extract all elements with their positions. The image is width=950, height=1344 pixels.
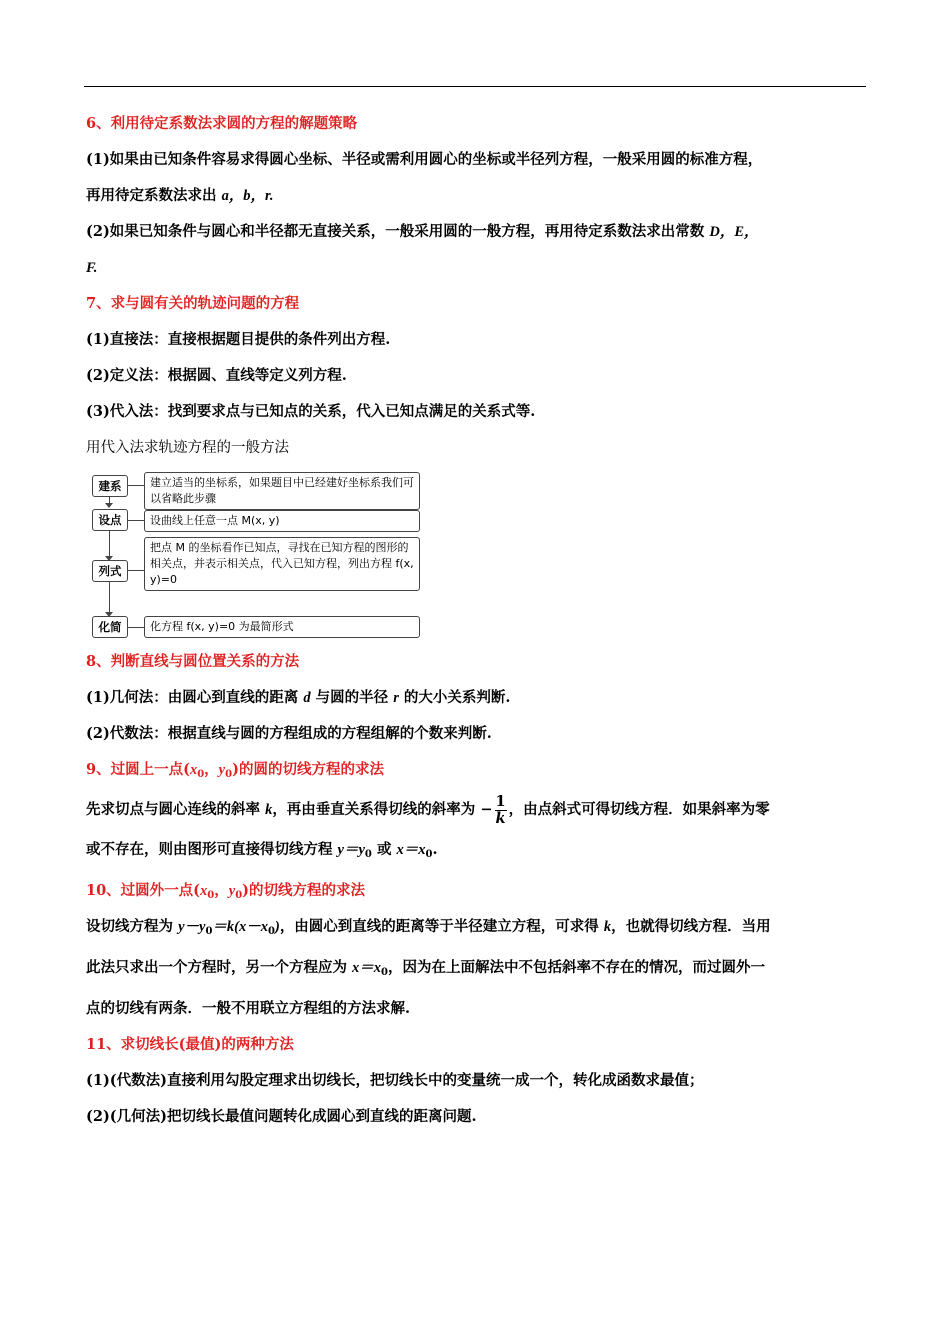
s9-p2-end: . bbox=[432, 841, 438, 858]
s10-p1-text: 设切线方程为 bbox=[86, 918, 179, 935]
flow-step-equation: 列式 bbox=[92, 560, 128, 582]
s10-p1-text-b: ，由圆心到直线的距离等于半径建立方程，可求得 bbox=[279, 918, 604, 935]
s10-p2 bbox=[86, 950, 866, 991]
flow-connector bbox=[109, 531, 110, 559]
sub-0: 0 bbox=[205, 926, 213, 937]
sub-0: 0 bbox=[425, 849, 433, 860]
s7-p2: (2)定义法：根据圆、直线等定义列方程. bbox=[86, 367, 347, 384]
sub-0: 0 bbox=[268, 926, 275, 937]
s10-p3: 点的切线有两条．一般不用联立方程组的方法求解. bbox=[86, 1000, 411, 1017]
section-9-heading bbox=[86, 752, 866, 788]
s6-paragraph-2 bbox=[86, 214, 866, 286]
flow-step-simplify: 化简 bbox=[92, 616, 128, 638]
s10-p2-text: 此法只求出一个方程时，另一个方程应为 bbox=[86, 959, 353, 976]
s10-p1 bbox=[86, 909, 866, 950]
var-d: d bbox=[303, 690, 311, 706]
section-6-heading: 6、利用待定系数法求圆的方程的解题策略 bbox=[86, 115, 358, 132]
section-11-heading: 11、求切线长(最值)的两种方法 bbox=[86, 1036, 294, 1053]
sub-0: 0 bbox=[381, 967, 389, 978]
flow-desc-setup-axes: 建立适当的坐标系，如果题目中已经建好坐标系我们可以省略此步骤 bbox=[144, 472, 420, 510]
s6-p2-text: (2)如果已知条件与圆心和半径都无直接关系，一般采用圆的一般方程，再用待定系数法求出常数 bbox=[86, 223, 710, 240]
s10-p2-text-b: ，因为在上面解法中不包括斜率不存在的情况，而过圆外一 bbox=[388, 959, 766, 976]
s6-p1-text: (1)如果由已知条件容易求得圆心坐标、半径或需利用圆心的坐标或半径列方程，一般采用圆的标准方程， bbox=[86, 151, 763, 168]
sub-0: 0 bbox=[197, 769, 205, 780]
fraction-1-over-k bbox=[495, 794, 507, 827]
s8-p1-text-b: 与圆的半径 bbox=[310, 689, 394, 706]
eq-x-x0: x＝x bbox=[396, 842, 426, 858]
s9-p2-text: 或不存在，则由图形可直接得切线方程 bbox=[86, 841, 338, 858]
sub-0: 0 bbox=[235, 890, 243, 901]
s10-title-post: )的切线方程的求法 bbox=[242, 882, 366, 899]
sub-0: 0 bbox=[225, 769, 233, 780]
flow-connector bbox=[109, 581, 110, 615]
flow-link bbox=[128, 627, 144, 628]
section-8-heading: 8、判断直线与圆位置关系的方法 bbox=[86, 653, 300, 670]
flow-arrow bbox=[105, 503, 113, 508]
s9-p1-text-c: ，由点斜式可得切线方程．如果斜率为零 bbox=[508, 801, 770, 818]
s9-title-pre: 9、过圆上一点( bbox=[86, 761, 190, 778]
eq-y-y0: y＝y bbox=[337, 842, 365, 858]
s9-title-mid: ， bbox=[204, 761, 219, 778]
s8-p1-text: (1)几何法：由圆心到直线的距离 bbox=[86, 689, 304, 706]
s9-p1 bbox=[86, 788, 866, 832]
eq-x-x0: x＝x bbox=[352, 960, 382, 976]
var-y0: y bbox=[218, 762, 226, 778]
s6-p1-text-b: 再用待定系数法求出 bbox=[86, 187, 222, 204]
var-y0: y bbox=[228, 883, 236, 899]
var-x0: x bbox=[189, 762, 198, 778]
sub-0: 0 bbox=[207, 890, 215, 901]
s6-paragraph-1 bbox=[86, 142, 866, 214]
flow-step-setup-axes: 建系 bbox=[92, 475, 128, 497]
sub-0: 0 bbox=[364, 849, 372, 860]
var-x0: x bbox=[200, 883, 208, 899]
frac-denominator: k bbox=[495, 809, 506, 827]
eq-y-y0: y－y bbox=[178, 919, 206, 935]
s10-p1-text-c: ，也就得切线方程．当用 bbox=[611, 918, 771, 935]
trajectory-flowchart bbox=[86, 472, 426, 640]
s7-p3: (3)代入法：找到要求点与已知点的关系，代入已知点满足的关系式等. bbox=[86, 403, 536, 420]
s10-title-pre: 10、过圆外一点( bbox=[86, 882, 201, 899]
s9-title-post: )的圆的切线方程的求法 bbox=[232, 761, 384, 778]
section-7-heading: 7、求与圆有关的轨迹问题的方程 bbox=[86, 295, 300, 312]
var-r: r bbox=[393, 690, 399, 706]
s8-p1 bbox=[86, 680, 866, 716]
section-10-heading bbox=[86, 873, 866, 909]
s10-title-mid: ， bbox=[214, 882, 229, 899]
s6-p2-vars-2: F. bbox=[86, 260, 98, 276]
flow-step-set-point: 设点 bbox=[92, 509, 128, 531]
frac-numerator: 1 bbox=[495, 792, 506, 810]
flow-link bbox=[128, 485, 144, 486]
s6-p1-vars: a，b，r. bbox=[221, 188, 274, 204]
eq-kx: ＝k(x－x bbox=[212, 919, 268, 935]
s9-p1-text-b: ，再由垂直关系得切线的斜率为 − bbox=[272, 801, 493, 818]
var-k: k bbox=[603, 919, 612, 935]
s9-p1-text: 先求切点与圆心连线的斜率 bbox=[86, 801, 266, 818]
flow-link bbox=[128, 520, 144, 521]
var-k: k bbox=[265, 802, 273, 818]
flow-desc-set-point: 设曲线上任意一点 M(x, y) bbox=[144, 510, 420, 532]
s11-p2: (2)(几何法)把切线长最值问题转化成圆心到直线的距离问题. bbox=[86, 1108, 477, 1125]
eq-close: ) bbox=[274, 919, 280, 935]
s9-p2 bbox=[86, 832, 866, 873]
top-rule bbox=[84, 86, 866, 87]
s8-p2: (2)代数法：根据直线与圆的方程组成的方程组解的个数来判断. bbox=[86, 725, 492, 742]
flow-desc-simplify: 化方程 f(x, y)=0 为最简形式 bbox=[144, 616, 420, 638]
s11-p1: (1)(代数法)直接利用勾股定理求出切线长，把切线长中的变量统一成一个，转化成函数求最值； bbox=[86, 1072, 704, 1089]
flow-desc-equation: 把点 M 的坐标看作已知点，寻找在已知方程的图形的相关点，并表示相关点，代入已知方程，列出方程 f(x, y)=0 bbox=[144, 537, 420, 591]
document-body bbox=[86, 106, 866, 1135]
flow-link bbox=[128, 570, 144, 571]
s9-p2-or: 或 bbox=[371, 841, 397, 858]
s8-p1-text-c: 的大小关系判断. bbox=[398, 689, 511, 706]
s7-p1: (1)直接法：直接根据题目提供的条件列出方程. bbox=[86, 331, 391, 348]
s7-p4: 用代入法求轨迹方程的一般方法 bbox=[86, 440, 289, 456]
s6-p2-vars: D，E， bbox=[709, 224, 759, 240]
